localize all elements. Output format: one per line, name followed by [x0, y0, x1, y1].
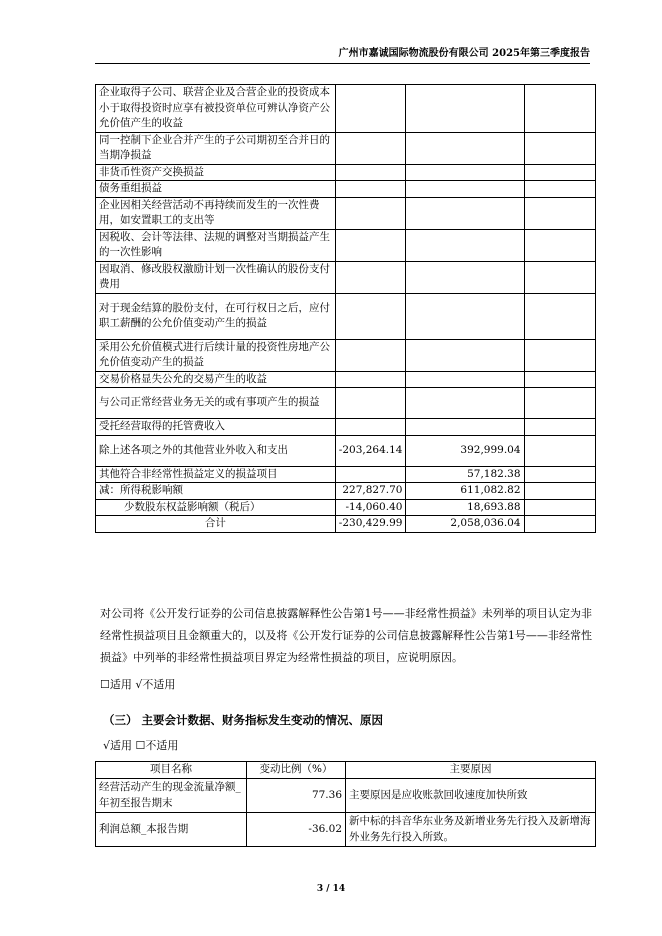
note-cell — [524, 516, 595, 533]
change-ratio: -36.02 — [247, 812, 346, 846]
ytd-value — [406, 85, 524, 133]
note-cell — [524, 293, 595, 339]
item-label: 企业因相关经营活动不再持续而发生的一次性费用，如安置职工的支出等 — [96, 197, 336, 229]
current-period-value — [335, 466, 406, 483]
current-period-value: -14,060.40 — [335, 499, 406, 516]
current-period-value: -203,264.14 — [335, 435, 406, 466]
item-label: 减：所得税影响额 — [96, 483, 336, 500]
note-cell — [524, 499, 595, 516]
table-row — [96, 164, 596, 181]
table-row — [96, 261, 596, 293]
current-period-value: 227,827.70 — [335, 483, 406, 500]
current-period-value — [335, 419, 406, 436]
ytd-value — [406, 229, 524, 261]
note-cell — [524, 371, 595, 388]
ytd-value: 611,082.82 — [406, 483, 524, 500]
current-period-value — [335, 371, 406, 388]
note-cell — [524, 483, 595, 500]
header-main-reason: 主要原因 — [346, 762, 596, 779]
section-title: （三） 主要会计数据、财务指标发生变动的情况、原因 — [103, 713, 384, 727]
table-row — [96, 516, 596, 533]
table-row — [96, 419, 596, 436]
ytd-value — [406, 181, 524, 198]
current-period-value — [335, 132, 406, 164]
ytd-value — [406, 164, 524, 181]
current-period-value: -230,429.99 — [335, 516, 406, 533]
ytd-value: 2,058,036.04 — [406, 516, 524, 533]
table-row — [96, 371, 596, 388]
table-row — [96, 388, 596, 419]
item-label: 采用公允价值模式进行后续计量的投资性房地产公允价值变动产生的损益 — [96, 339, 336, 371]
item-label: 企业取得子公司、联营企业及合营企业的投资成本小于取得投资时应享有被投资单位可辨认净资产公允价值产生的收益 — [96, 85, 336, 133]
current-period-value — [335, 164, 406, 181]
table-row — [96, 778, 596, 812]
explanation-paragraph: 对公司将《公开发行证券的公司信息披露解释性公告第1号——非经常性损益》未列举的项目认定为非经常性损益项目且金额重大的，以及将《公开发行证券的公司信息披露解释性公告第1号——非经常性损益》中列举的非经常性损益项目界定为经常性损益的项目，应说明原因。 — [100, 607, 592, 664]
table-row — [96, 339, 596, 371]
item-label: 对于现金结算的股份支付，在可行权日之后，应付职工薪酬的公允价值变动产生的损益 — [96, 293, 336, 339]
note-cell — [524, 197, 595, 229]
note-cell — [524, 435, 595, 466]
item-label: 合计 — [96, 516, 336, 533]
ytd-value — [406, 339, 524, 371]
ytd-value — [406, 388, 524, 419]
note-cell — [524, 466, 595, 483]
item-label: 交易价格显失公允的交易产生的收益 — [96, 371, 336, 388]
current-period-value — [335, 293, 406, 339]
item-label: 受托经营取得的托管费收入 — [96, 419, 336, 436]
ytd-value — [406, 293, 524, 339]
table-row — [96, 499, 596, 516]
item-label: 除上述各项之外的其他营业外收入和支出 — [96, 435, 336, 466]
ytd-value — [406, 371, 524, 388]
note-cell — [524, 388, 595, 419]
note-cell — [524, 132, 595, 164]
change-item-name: 经营活动产生的现金流量净额_年初至报告期末 — [96, 778, 247, 812]
item-label: 债务重组损益 — [96, 181, 336, 198]
table-row — [96, 132, 596, 164]
ytd-value — [406, 419, 524, 436]
current-period-value — [335, 229, 406, 261]
table-row — [96, 197, 596, 229]
header-change-ratio: 变动比例（%） — [247, 762, 346, 779]
ytd-value: 392,999.04 — [406, 435, 524, 466]
table-row — [96, 435, 596, 466]
current-period-value — [335, 85, 406, 133]
note-cell — [524, 261, 595, 293]
note-cell — [524, 229, 595, 261]
table-row — [96, 483, 596, 500]
item-label: 其他符合非经常性损益定义的损益项目 — [96, 466, 336, 483]
ytd-value — [406, 132, 524, 164]
note-cell — [524, 85, 595, 133]
header-item-name: 项目名称 — [96, 762, 247, 779]
item-label: 与公司正常经营业务无关的或有事项产生的损益 — [96, 388, 336, 419]
note-cell — [524, 419, 595, 436]
change-reasons-table — [95, 761, 596, 847]
non-recurring-items-table — [95, 84, 596, 533]
change-item-name: 利润总额_本报告期 — [96, 812, 247, 846]
applicability-check-2: √适用 ☐不适用 — [103, 739, 179, 752]
table-row — [96, 229, 596, 261]
applicability-check-1: ☐适用 √不适用 — [100, 678, 176, 691]
table-row — [96, 812, 596, 846]
note-cell — [524, 164, 595, 181]
current-period-value — [335, 181, 406, 198]
change-reason: 新中标的抖音华东业务及新增业务先行投入及新增海外业务先行投入所致。 — [346, 812, 596, 846]
ytd-value: 57,182.38 — [406, 466, 524, 483]
item-label: 同一控制下企业合并产生的子公司期初至合并日的当期净损益 — [96, 132, 336, 164]
current-period-value — [335, 339, 406, 371]
ytd-value: 18,693.88 — [406, 499, 524, 516]
change-reason: 主要原因是应收账款回收速度加快所致 — [346, 778, 596, 812]
table-row — [96, 466, 596, 483]
ytd-value — [406, 197, 524, 229]
item-label: 少数股东权益影响额（税后） — [96, 499, 336, 516]
item-label: 因取消、修改股权激励计划一次性确认的股份支付费用 — [96, 261, 336, 293]
current-period-value — [335, 197, 406, 229]
current-period-value — [335, 388, 406, 419]
item-label: 因税收、会计等法律、法规的调整对当期损益产生的一次性影响 — [96, 229, 336, 261]
table-row — [96, 181, 596, 198]
table-row — [96, 85, 596, 133]
note-cell — [524, 339, 595, 371]
report-header: 广州市嘉诚国际物流股份有限公司 2025年第三季度报告 — [95, 44, 590, 64]
item-label: 非货币性资产交换损益 — [96, 164, 336, 181]
current-period-value — [335, 261, 406, 293]
ytd-value — [406, 261, 524, 293]
page-number: 3 / 14 — [316, 884, 346, 894]
change-ratio: 77.36 — [247, 778, 346, 812]
note-cell — [524, 181, 595, 198]
table-row — [96, 293, 596, 339]
